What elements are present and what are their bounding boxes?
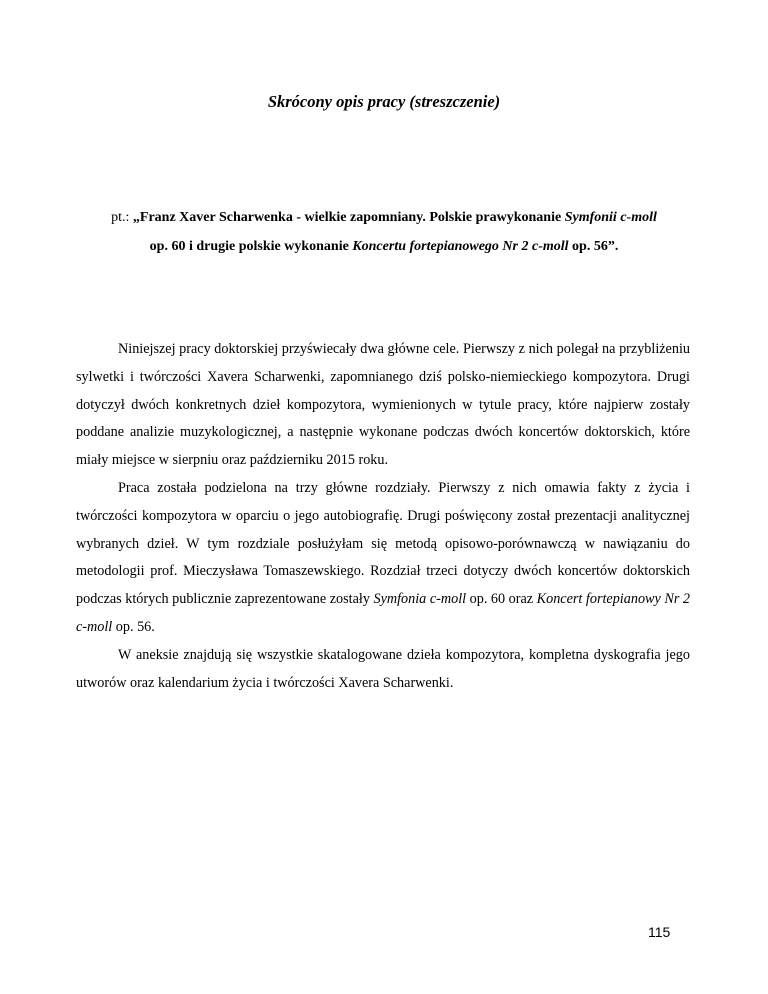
paragraph-2 xyxy=(76,475,690,642)
thesis-subject xyxy=(64,203,704,261)
paragraph-2-text-c: op. 56. xyxy=(112,618,155,635)
page-title: Skrócony opis pracy (streszczenie) xyxy=(267,92,501,111)
abstract-body xyxy=(76,336,690,697)
subject-concerto-title: Koncertu fortepianowego Nr 2 c-moll xyxy=(352,239,569,254)
subject-title-part-3: op. 56”. xyxy=(568,239,619,254)
subject-title-part-1: „Franz Xaver Scharwenka - wielkie zapomniany. Polskie prawykonanie xyxy=(132,210,565,225)
subject-symphony-title: Symfonii c-moll xyxy=(564,210,657,225)
paragraph-2-text-a: Praca została podzielona na trzy główne rozdziały. Pierwszy z nich omawia fakty z życia i twórczości kompozytora w oparciu o jego autobiografię. Drugi poświęcony został prezentacji analitycznej wybranych dzieł. W tym rozdziale posłużyłam się metodą opisowo-porównawczą w nawiązaniu do metodologii prof. Mieczysława Tomaszewskiego. Rozdział trzeci dotyczy dwóch koncertów doktorskich podczas których publicznie zaprezentowane zostały xyxy=(76,479,690,608)
subject-prefix: pt.: xyxy=(111,210,133,225)
paragraph-1: Niniejszej pracy doktorskiej przyświecały dwa główne cele. Pierwszy z nich polegał na przybliżeniu sylwetki i twórczości Xavera Scharwenki, zapomnianego dziś polsko-niemieckiego kompozytora. Drugi dotyczył dwóch konkretnych dzieł kompozytora, wymienionych w tytule pracy, które najpierw zostały poddane analizie muzykologicznej, a następnie wykonane podczas dwóch koncertów doktorskich, które miały miejsce w sierpniu oraz październiku 2015 roku. xyxy=(76,341,690,469)
page-number: 115 xyxy=(648,924,671,940)
paragraph-3: W aneksie znajdują się wszystkie skatalogowane dzieła kompozytora, kompletna dyskografia jego utworów oraz kalendarium życia i twórczości Xavera Scharwenki. xyxy=(76,646,690,691)
concerto-title: Koncert fortepianowy Nr 2 c-moll xyxy=(76,591,690,635)
paragraph-2-text-b: op. 60 oraz xyxy=(466,591,537,608)
symphony-title: Symfonia c-moll xyxy=(373,591,467,608)
subject-title-part-2: op. 60 i drugie polskie wykonanie xyxy=(149,239,353,254)
